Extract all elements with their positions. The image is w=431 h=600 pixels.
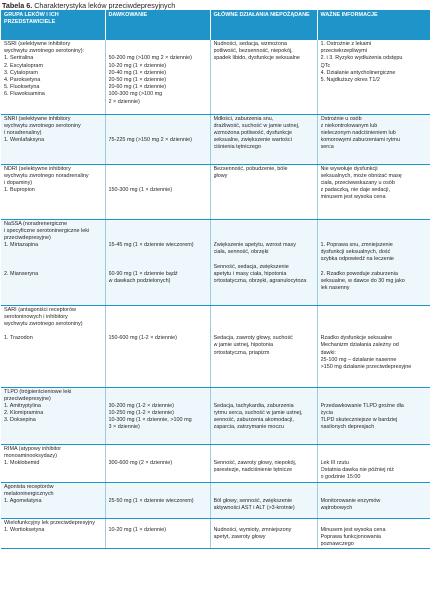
cell-text-line: ortostatyczna, priapizm xyxy=(213,349,270,356)
table-row-rima xyxy=(1,444,430,482)
line-spacer xyxy=(109,235,207,242)
cell-text-line: wzmożona potliwość, dysfunkcje xyxy=(213,129,293,136)
table-caption xyxy=(2,1,175,10)
cell-text-line: wątrobowych xyxy=(320,505,353,512)
important-info-cell xyxy=(317,387,430,444)
cell-text-line: 25-100 mg – działanie nasenne xyxy=(320,356,397,363)
line-spacer xyxy=(214,256,314,263)
cell-text-line: melatoninergicznych xyxy=(4,490,54,497)
cell-text-line: i specyficzne serotoninergiczne leki xyxy=(4,227,90,234)
cell-text-line: w jamie ustnej, hipotonia xyxy=(213,342,274,349)
line-spacer xyxy=(109,264,207,271)
cell-text-line: 1. Agomelatyna xyxy=(4,497,42,504)
dosage-cell xyxy=(105,444,210,482)
table-row-snri xyxy=(1,114,430,164)
line-spacer xyxy=(214,321,314,328)
cell-text-line: 25-50 mg (1 × dziennie wieczorem) xyxy=(108,497,194,504)
cell-text-line: monoaminooksydazy) xyxy=(4,452,57,459)
cell-text-line: i dopaminy) xyxy=(4,179,33,186)
line-spacer xyxy=(214,446,314,453)
cell-text-line: 2. Rzadko powoduje zaburzenia xyxy=(320,270,398,277)
cell-text-line: minusem jest wysoka cena xyxy=(320,194,386,201)
important-info-cell xyxy=(317,482,430,518)
cell-text-line: 1. Ostrożnie z lekami xyxy=(320,41,372,47)
dosage-cell xyxy=(105,387,210,444)
header-side-effects: GŁÓWNE DZIAŁANIA NIEPOŻĄDANE xyxy=(210,10,317,40)
cell-text-line: apetytu i masy ciała, hipotonia xyxy=(213,270,287,277)
side-effects-cell xyxy=(210,444,317,482)
line-spacer xyxy=(4,257,102,264)
cell-text-line: 1. Wortioksetyna xyxy=(4,526,45,533)
dosage-cell xyxy=(105,305,210,387)
cell-text-line: drażliwość, suchość w jamie ustnej, xyxy=(213,122,300,129)
cell-text-line: 10-20 mg (1 × dziennie) xyxy=(108,62,167,69)
cell-text-line: Ostatnia dawka nie później niż xyxy=(320,467,394,474)
line-spacer xyxy=(109,520,207,527)
header-drug-group: GRUPA LEKÓW I ICH PRZEDSTAWICIELE xyxy=(1,10,105,40)
cell-text-line: 2. Escytalopram xyxy=(4,62,43,69)
line-spacer xyxy=(321,228,428,235)
line-spacer xyxy=(109,314,207,321)
cell-text-line: 1. Wenlafaksyna xyxy=(4,137,45,144)
side-effects-cell xyxy=(210,164,317,219)
dosage-cell xyxy=(105,482,210,518)
caption-text: Charakterystyka leków przeciwdepresyjnych xyxy=(32,1,176,10)
cell-text-line: Zwiększenie apetytu, wzrost masy xyxy=(213,242,296,249)
cell-text-line: 4. Działanie antycholinergiczne xyxy=(320,69,396,76)
cell-text-line: 4. Paroksetyna xyxy=(4,77,41,84)
cell-text-line: SARI (antagoniści receptorów xyxy=(4,306,76,313)
cell-text-line: 300-600 mg (2 × dziennie) xyxy=(108,459,173,466)
cell-text-line: Sedacja, zawroty głowy, suchość xyxy=(213,335,293,342)
cell-text-line: NaSSA (noradrenergiczne xyxy=(4,220,68,227)
important-info-cell xyxy=(317,305,430,387)
cell-text-line: Agonista receptorów xyxy=(4,483,54,490)
line-spacer xyxy=(109,484,207,491)
line-spacer xyxy=(321,453,428,460)
line-spacer xyxy=(109,123,207,130)
line-spacer xyxy=(109,307,207,314)
cell-text-line: Nudności, sedacja, wzmożona xyxy=(213,41,287,47)
line-spacer xyxy=(4,328,102,335)
cell-text-line: 1. Amitryptylina xyxy=(4,402,41,409)
drug-group-cell xyxy=(1,114,105,164)
line-spacer xyxy=(109,321,207,328)
cell-text-line: QTc xyxy=(320,62,331,69)
cell-text-line: serotoninowych i inhibitory xyxy=(4,313,68,320)
drug-group-cell xyxy=(1,387,105,444)
line-spacer xyxy=(321,446,428,453)
line-spacer xyxy=(321,314,428,321)
line-spacer xyxy=(109,249,207,256)
cell-text-line: Senność, sedacja, zwiększenie xyxy=(213,263,289,270)
cell-text-line: RIMA (atypowy inhibitor xyxy=(4,445,62,452)
cell-text-line: parestezje, nadciśnienie tętnicze xyxy=(213,467,293,474)
cell-text-line: 50-200 mg (>100 mg 2 × dziennie) xyxy=(108,55,192,62)
line-spacer xyxy=(214,389,314,396)
cell-text-line: wychwytu zwrotnego serotoniny) xyxy=(4,320,83,327)
cell-text-line: 2. Klomipramina xyxy=(4,410,44,417)
line-spacer xyxy=(109,130,207,137)
line-spacer xyxy=(214,396,314,403)
cell-text-line: SNRI (selektywne inhibitory xyxy=(4,115,71,122)
cell-text-line: poznawczego xyxy=(320,541,354,548)
cell-text-line: ciała, przeciwwskazany u osób xyxy=(320,179,395,186)
cell-text-line: senność, zaburzenia akomodacji, xyxy=(213,417,294,424)
cell-text-line: 3. Doksepina xyxy=(4,417,36,424)
cell-text-line: 5. Fluoksetyna xyxy=(4,84,40,91)
line-spacer xyxy=(214,520,314,527)
line-spacer xyxy=(214,228,314,235)
cell-text-line: 100-300 mg (>100 mg xyxy=(108,91,163,98)
line-spacer xyxy=(321,221,428,228)
cell-text-line: 75-225 mg (>150 mg 2 × dziennie) xyxy=(108,137,192,144)
cell-text-line: szybka odpowiedź na leczenie xyxy=(320,256,394,263)
table-row-ssri xyxy=(1,40,430,114)
cell-text-line: 20-60 mg (1 × dziennie) xyxy=(108,84,167,91)
drug-group-cell xyxy=(1,518,105,549)
table-row-wielofunkcyjny xyxy=(1,518,430,549)
line-spacer xyxy=(214,314,314,321)
cell-text-line: lek nasenny xyxy=(320,285,350,292)
line-spacer xyxy=(321,491,428,498)
header-dosage: DAWKOWANIE xyxy=(105,10,210,40)
important-info-cell xyxy=(317,114,430,164)
cell-text-line: 3 × dziennie) xyxy=(108,424,140,431)
important-info-cell xyxy=(317,40,430,114)
cell-text-line: 60-90 mg (1 × dziennie bądź xyxy=(108,270,178,277)
line-spacer xyxy=(109,173,207,180)
side-effects-cell xyxy=(210,40,317,114)
line-spacer xyxy=(109,48,207,55)
table-body xyxy=(1,40,430,549)
cell-text-line: 150-600 mg (1-2 × dziennie) xyxy=(108,335,177,342)
cell-text-line: przeciwdepresyjne) xyxy=(4,395,51,402)
cell-text-line: Mdłości, zaburzenia snu, xyxy=(213,115,274,122)
line-spacer xyxy=(321,396,428,403)
cell-text-line: Bezsenność, pobudzenie, bóle xyxy=(213,165,288,172)
line-spacer xyxy=(109,221,207,228)
caption-label: Tabela 6. xyxy=(2,1,33,10)
cell-text-line: 10-20 mg (1 × dziennie) xyxy=(108,526,167,533)
cell-text-line: TLPD skuteczniejsze w bardziej xyxy=(320,417,398,424)
cell-text-line: 1. Bupropion xyxy=(4,187,35,194)
line-spacer xyxy=(214,453,314,460)
cell-text-line: serca xyxy=(320,144,334,151)
cell-text-line: Nudności, wymioty, zmniejszony xyxy=(213,526,292,533)
line-spacer xyxy=(321,484,428,491)
table-row-sari xyxy=(1,305,430,387)
important-info-cell xyxy=(317,219,430,305)
cell-text-line: ciała, senność, obrzęki xyxy=(213,249,269,256)
important-info-cell xyxy=(317,444,430,482)
drug-group-cell xyxy=(1,40,105,114)
cell-text-line: Wielofunkcyjny lek przeciwdepresyjny xyxy=(4,519,95,526)
cell-text-line: aktywności AST i ALT (>3-krotnie) xyxy=(213,505,295,512)
cell-text-line: 5. Najdłuższy okres T1/2 xyxy=(320,77,380,84)
cell-text-line: apetyt, zawroty głowy xyxy=(213,533,266,540)
line-spacer xyxy=(109,41,207,48)
cell-text-line: z niekontrolowanym lub xyxy=(320,122,378,129)
cell-text-line: Monitorowanie enzymów xyxy=(320,497,381,504)
table-row-ndri xyxy=(1,164,430,219)
cell-text-line: i noradrenaliny) xyxy=(4,129,42,136)
line-spacer xyxy=(321,235,428,242)
table-row-tlpd xyxy=(1,387,430,444)
line-spacer xyxy=(109,389,207,396)
cell-text-line: TLPD (trójpierścieniowe leki xyxy=(4,388,72,395)
cell-text-line: wychwytu zwrotnego serotoniny): xyxy=(4,48,85,55)
line-spacer xyxy=(321,328,428,335)
line-spacer xyxy=(109,116,207,123)
cell-text-line: 30-200 mg (1-2 × dziennie) xyxy=(108,402,174,409)
cell-text-line: 150-300 mg (1 × dziennie) xyxy=(108,187,173,194)
drug-group-cell xyxy=(1,164,105,219)
cell-text-line: 2. Mianseryna xyxy=(4,270,39,277)
line-spacer xyxy=(109,228,207,235)
cell-text-line: wychwytu zwrotnego serotoniny xyxy=(4,122,81,129)
line-spacer xyxy=(109,180,207,187)
side-effects-cell xyxy=(210,518,317,549)
line-spacer xyxy=(214,491,314,498)
table-row-nassa xyxy=(1,219,430,305)
cell-text-line: 1. Trazodon xyxy=(4,335,33,342)
cell-text-line: przeciwdepresyjne) xyxy=(4,234,51,241)
line-spacer xyxy=(321,307,428,314)
cell-text-line: przeciwkrzepliwymi xyxy=(320,48,368,55)
cell-text-line: 3. Cytalopram xyxy=(4,69,38,76)
drug-group-cell xyxy=(1,482,105,518)
line-spacer xyxy=(214,307,314,314)
drug-table xyxy=(1,10,430,549)
side-effects-cell xyxy=(210,305,317,387)
drug-group-cell xyxy=(1,444,105,482)
drug-group-cell xyxy=(1,219,105,305)
line-spacer xyxy=(214,235,314,242)
cell-text-line: Senność, zawroty głowy, niepokój, xyxy=(213,459,297,466)
line-spacer xyxy=(109,446,207,453)
line-spacer xyxy=(214,328,314,335)
cell-text-line: seksualne, w dawce do 30 mg jako xyxy=(320,278,405,285)
cell-text-line: seksualne, zwiększenie wartości xyxy=(213,137,292,144)
cell-text-line: Ból głowy, senność, zwiększenie xyxy=(213,497,292,504)
dosage-cell xyxy=(105,164,210,219)
cell-text-line: 6. Fluwoksamina xyxy=(4,91,45,98)
cell-text-line: >150 mg działanie przeciwdepresyjne xyxy=(320,364,412,371)
cell-text-line: Lek III rzutu xyxy=(320,459,349,466)
cell-text-line: komorowymi zaburzeniami rytmu xyxy=(320,137,400,144)
cell-text-line: o godzinie 15:00 xyxy=(320,474,361,481)
cell-text-line: dawki: xyxy=(320,349,336,356)
cell-text-line: wychwytu zwrotnego noradrenaliny xyxy=(4,172,89,179)
dosage-cell xyxy=(105,219,210,305)
cell-text-line: ortostatyczna, obrzęki, agranulocytoza xyxy=(213,278,307,285)
cell-text-line: Poprawa funkcjonowania xyxy=(320,533,381,540)
important-info-cell xyxy=(317,518,430,549)
cell-text-line: z padaczką, nie daje sedacji, xyxy=(320,187,391,194)
line-spacer xyxy=(109,256,207,263)
cell-text-line: Mechanizm działania zależny od xyxy=(320,342,399,349)
cell-text-line: głowy xyxy=(213,172,228,179)
cell-text-line: Rzadko dysfunkcje seksualne xyxy=(320,335,393,342)
cell-text-line: 10-250 mg (1-2 × dziennie) xyxy=(108,410,174,417)
line-spacer xyxy=(4,264,102,271)
cell-text-line: ciśnienia tętniczego xyxy=(213,144,261,151)
line-spacer xyxy=(214,221,314,228)
cell-text-line: SSRI (selektywne inhibitory xyxy=(4,41,71,47)
cell-text-line: życia xyxy=(320,410,333,417)
cell-text-line: nasilonych depresjach xyxy=(320,424,375,431)
cell-text-line: 1. Sertralina xyxy=(4,55,34,62)
header-important-info: WAŻNE INFORMACJE xyxy=(317,10,430,40)
line-spacer xyxy=(321,321,428,328)
table-row-melatonin xyxy=(1,482,430,518)
line-spacer xyxy=(321,264,428,271)
line-spacer xyxy=(109,491,207,498)
important-info-cell xyxy=(317,164,430,219)
cell-text-line: Minusem jest wysoka cena xyxy=(320,526,386,533)
dosage-cell xyxy=(105,114,210,164)
line-spacer xyxy=(109,453,207,460)
cell-text-line: 1. Poprawa snu, zmniejszenie xyxy=(320,242,393,249)
cell-text-line: 10-300 mg (1 × dziennie, >100 mg xyxy=(108,417,192,424)
cell-text-line: potliwość, bezsenność, niepokój, xyxy=(213,48,293,55)
side-effects-cell xyxy=(210,482,317,518)
cell-text-line: dysfunkcji seksualnych, dość xyxy=(320,249,391,256)
line-spacer xyxy=(109,166,207,173)
cell-text-line: 1. Mirtazapina xyxy=(4,242,39,249)
cell-text-line: Sedacja, tachykardia, zaburzenia xyxy=(213,402,294,409)
side-effects-cell xyxy=(210,114,317,164)
cell-text-line: 1. Moklobemid xyxy=(4,459,40,466)
cell-text-line: 20-40 mg (1 × dziennie) xyxy=(108,69,167,76)
drug-group-cell xyxy=(1,305,105,387)
side-effects-cell xyxy=(210,219,317,305)
side-effects-cell xyxy=(210,387,317,444)
line-spacer xyxy=(4,249,102,256)
line-spacer xyxy=(109,328,207,335)
cell-text-line: Przedawkowanie TLPD groźne dla xyxy=(320,402,404,409)
line-spacer xyxy=(214,484,314,491)
cell-text-line: seksualnych, może obniżać masę xyxy=(320,172,402,179)
cell-text-line: Ostrożnie u osób xyxy=(320,115,362,122)
table-header-row xyxy=(1,10,430,40)
dosage-cell xyxy=(105,40,210,114)
cell-text-line: Nie wywołuje dysfunkcji xyxy=(320,165,378,172)
cell-text-line: 15-45 mg (1 × dziennie wieczorem) xyxy=(108,242,194,249)
cell-text-line: rytmu serca, suchość w jamie ustnej, xyxy=(213,410,303,417)
cell-text-line: nieleczonym nadciśnieniem lub xyxy=(320,129,396,136)
line-spacer xyxy=(321,520,428,527)
cell-text-line: 2 × dziennie) xyxy=(108,98,140,105)
dosage-cell xyxy=(105,518,210,549)
cell-text-line: w dawkach podzielonych) xyxy=(108,278,171,285)
cell-text-line: spadek libido, dysfunkcje seksualne xyxy=(213,55,300,62)
cell-text-line: NDRI (selektywne inhibitory xyxy=(4,165,71,172)
cell-text-line: 2. i 3. Ryzyko wydłużenia odstępu xyxy=(320,55,403,62)
line-spacer xyxy=(109,396,207,403)
cell-text-line: 20-50 mg (1 × dziennie) xyxy=(108,76,167,83)
line-spacer xyxy=(321,389,428,396)
cell-text-line: zaparcia, zatrzymanie moczu xyxy=(213,424,284,431)
